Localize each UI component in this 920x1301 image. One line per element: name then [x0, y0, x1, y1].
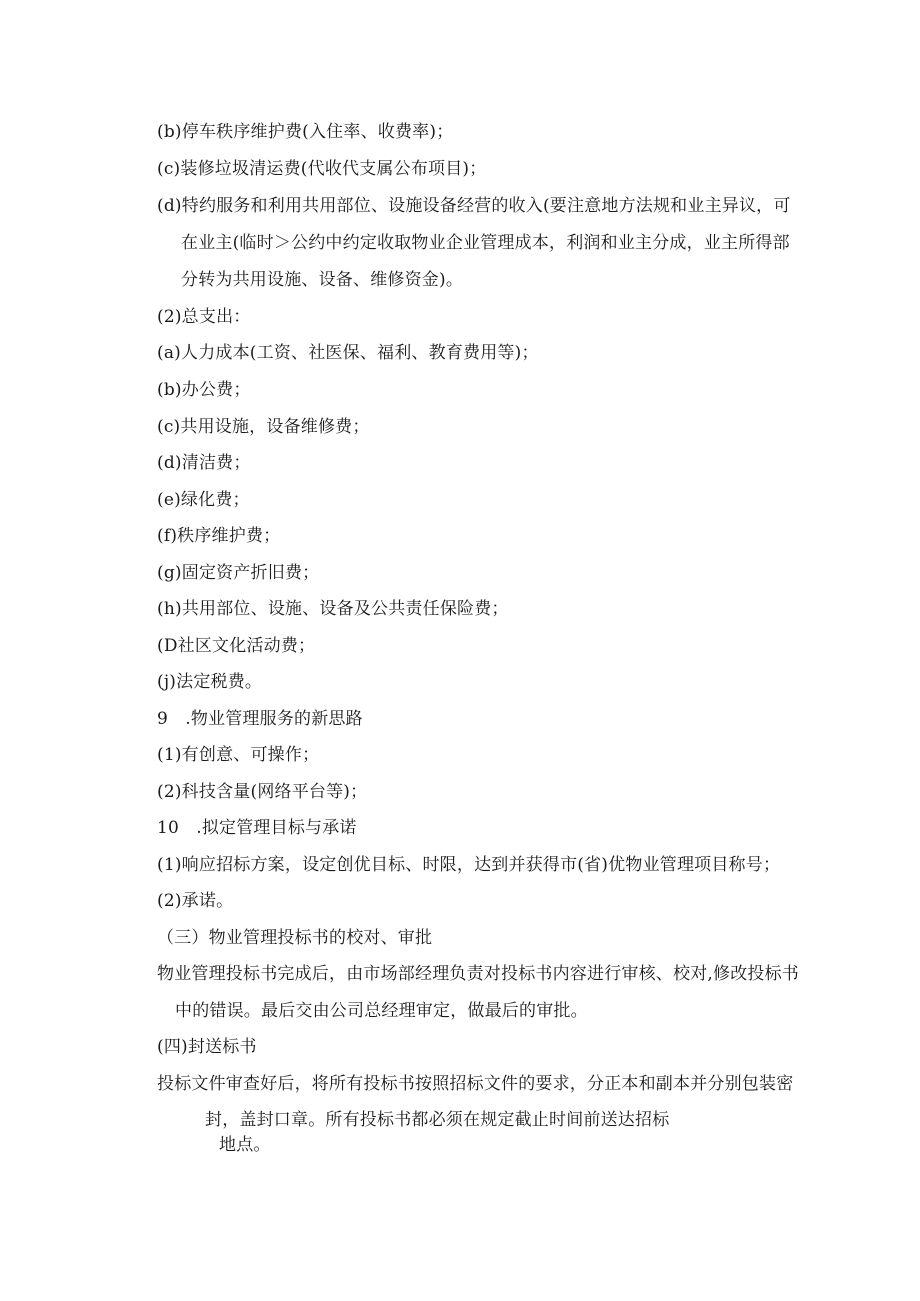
text-line: 在业主(临时＞公约中约定收取物业企业管理成本，利润和业主分成，业主所得部 — [181, 233, 790, 253]
section-heading: 10 .拟定管理目标与承诺 — [157, 818, 357, 838]
text-line: (d)清洁费； — [157, 453, 251, 473]
text-line: (c)共用设施，设备维修费； — [157, 417, 370, 437]
text-line: (j)法定税费。 — [157, 672, 263, 692]
text-line: 分转为共用设施、设备、维修资金)。 — [181, 270, 464, 290]
text-line: (g)固定资产折旧费； — [157, 563, 320, 583]
text-line: (2)承诺。 — [157, 891, 234, 911]
text-line: (d)特约服务和利用共用部位、设施设备经营的收入(要注意地方法规和业主异议，可 — [157, 196, 791, 216]
text-line: (e)绿化费； — [157, 490, 250, 510]
section-heading: (四)封送标书 — [157, 1037, 257, 1057]
text-line: (b)停车秩序维护费(入住率、收费率)； — [157, 122, 454, 142]
text-line: (1)有创意、可操作； — [157, 745, 320, 765]
text-line: (2)科技含量(网络平台等)； — [157, 782, 368, 802]
text-line: (h)共用部位、设施、设备及公共责任保险费； — [157, 599, 509, 619]
text-line: (c)装修垃圾清运费(代收代支属公布项目)； — [157, 159, 487, 179]
section-heading: （三）物业管理投标书的校对、审批 — [157, 928, 433, 948]
text-line: (b)办公费； — [157, 380, 251, 400]
text-line: (a)人力成本(工资、社医保、福利、教育费用等)； — [157, 343, 539, 363]
text-line: (D社区文化活动费； — [157, 636, 316, 656]
text-line: 封，盖封口章。所有投标书都必须在规定截止时间前送达招标 — [205, 1110, 670, 1130]
text-line: 投标文件审查好后，将所有投标书按照招标文件的要求，分正本和副本并分别包装密 — [157, 1074, 794, 1094]
text-line: (2)总支出： — [157, 307, 251, 327]
text-line: 地点。 — [219, 1135, 271, 1155]
section-heading: 9 .物业管理服务的新思路 — [157, 709, 363, 729]
text-line: 物业管理投标书完成后，由市场部经理负责对投标书内容进行审核、校对,修改投标书 — [157, 964, 800, 984]
text-line: (f)秩序维护费； — [157, 526, 281, 546]
text-line: 中的错误。最后交由公司总经理审定，做最后的审批。 — [175, 1001, 588, 1021]
text-line: (1)响应招标方案，设定创优目标、时限，达到并获得市(省)优物业管理项目称号； — [157, 855, 781, 875]
